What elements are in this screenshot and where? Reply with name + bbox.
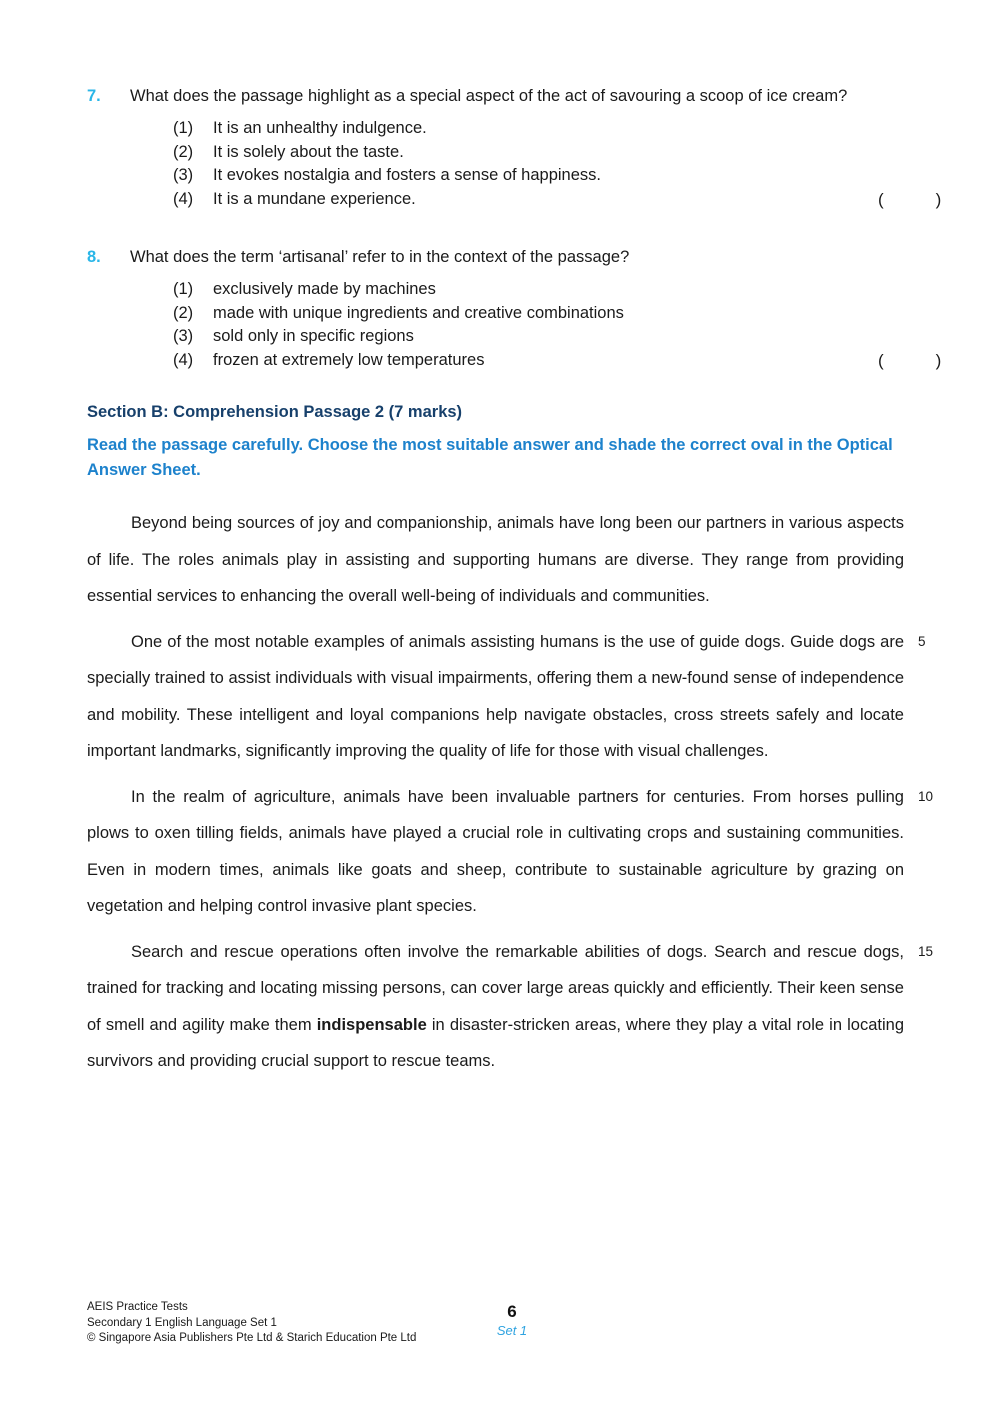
option-number: (1) [173,119,194,137]
option-number: (2) [173,142,194,161]
question-number: 8. [87,248,101,266]
option-item[interactable] [173,325,905,349]
option-text: frozen at extremely low temperatures [213,350,485,369]
option-number: (3) [173,327,194,345]
line-number-10: 10 [918,788,934,804]
question-number: 7. [87,87,101,105]
option-text: sold only in specific regions [213,327,414,345]
option-number: (1) [173,280,194,298]
option-item[interactable] [173,302,905,326]
option-item[interactable] [173,164,905,188]
option-text: It is solely about the taste. [213,142,404,161]
paragraph-text: Beyond being sources of joy and companionship, animals have long been our partners in various aspects of life. The roles animals play in assisting and supporting humans are diverse. They range from providing essential services to enhancing the overall well-being of individuals and communities. [87,514,904,605]
footer-page-info [467,1301,557,1340]
option-text: It is a mundane experience. [213,189,416,208]
option-number: (3) [173,166,194,184]
line-number-15: 15 [918,943,934,959]
section-b-instruction: Read the passage carefully. Choose the most suitable answer and shade the correct oval in the Optical Answer Sheet. [87,436,893,479]
section-b-heading: Section B: Comprehension Passage 2 (7 marks) [87,403,463,421]
option-item[interactable] [173,141,905,165]
footer-line-3: © Singapore Asia Publishers Pte Ltd & Starich Education Pte Ltd [87,1332,417,1344]
option-text: made with unique ingredients and creative combinations [213,303,624,322]
passage-paragraph-2 [87,624,926,770]
bracket-open: ( [878,189,884,209]
question-8 [87,245,942,372]
option-number: (4) [173,189,194,208]
paragraph-text: One of the most notable examples of animals assisting humans is the use of guide dogs. Guide dogs are specially trained to assist individuals with visual impairments, offering them a new-found sense of independence and mobility. These intelligent and loyal companions help navigate obstacles, cross streets safely and locate important landmarks, significantly improving the quality of life for those with visual challenges. [87,632,904,760]
paragraph-text: In the realm of agriculture, animals have been invaluable partners for centuries. From horses pulling plows to oxen tilling fields, animals have played a crucial role in cultivating crops and sustaining communities. Even in modern times, animals like goats and sheep, contribute to sustainable agriculture by grazing on vegetation and helping control invasive plant species. [87,787,904,915]
passage-paragraph-4 [87,934,934,1080]
page-number: 6 [507,1302,517,1321]
footer-line-1: AEIS Practice Tests [87,1301,188,1313]
passage-paragraph-3 [87,779,934,925]
options-list-7 [173,117,942,211]
option-item[interactable] [173,278,905,302]
page-footer [87,1300,905,1356]
comprehension-passage [87,505,934,1080]
question-7 [87,84,942,211]
bracket-close: ) [935,189,942,209]
bracket-close: ) [935,350,942,370]
line-number-5: 5 [918,633,926,649]
options-list-8 [173,278,942,372]
option-item[interactable] [173,188,942,212]
option-text: It is an unhealthy indulgence. [213,119,427,137]
answer-bracket-7[interactable] [878,188,953,212]
option-item[interactable] [173,349,942,373]
option-text: It evokes nostalgia and fosters a sense of happiness. [213,166,601,184]
paragraph-text-bold: indispensable [316,1015,427,1034]
footer-credits [87,1300,416,1347]
footer-line-2: Secondary 1 English Language Set 1 [87,1316,277,1329]
question-text: What does the passage highlight as a special aspect of the act of savouring a scoop of ice cream? [130,87,848,105]
option-number: (4) [173,350,194,369]
paragraph-text-pre: Search and rescue operations often involve the remarkable abilities of dogs. Search and rescue dogs, trained for tracking and locating missing persons, can cover large areas quickly and efficiently. Their keen sense of smell and agility make them [87,942,904,1034]
page-content [87,84,942,1080]
set-label: Set 1 [496,1323,528,1338]
answer-bracket-8[interactable] [878,349,953,373]
bracket-open: ( [878,350,884,370]
paragraph-text-post: in disaster-stricken areas, where they play a vital role in locating survivors and providing crucial support to rescue teams. [87,1015,904,1070]
option-item[interactable] [173,117,905,141]
passage-paragraph-1 [87,505,904,615]
question-text: What does the term ‘artisanal’ refer to in the context of the passage? [130,248,630,266]
option-text: exclusively made by machines [213,280,436,298]
option-number: (2) [173,303,194,322]
